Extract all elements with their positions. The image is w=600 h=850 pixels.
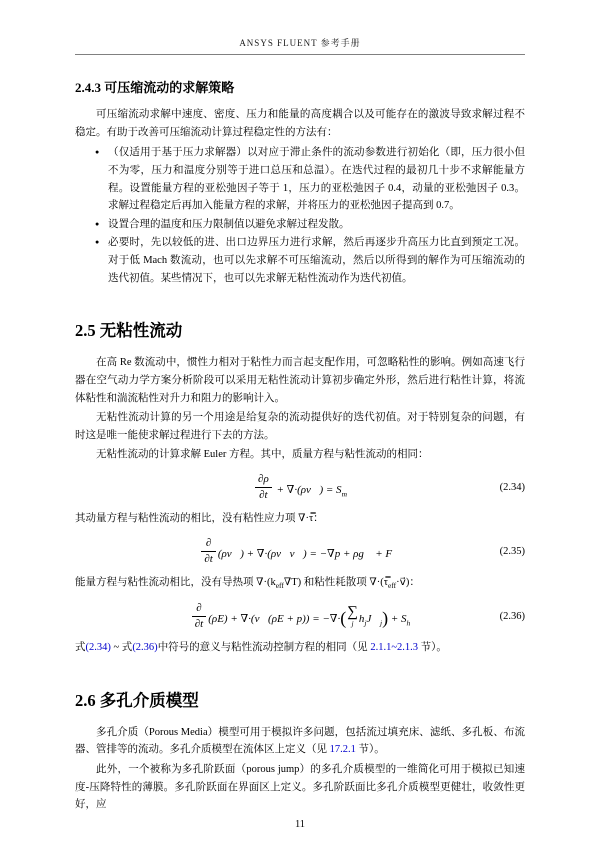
equation-body (123, 537, 477, 565)
equation-subscript: j (379, 618, 383, 628)
section-2-4-3-intro: 可压缩流动求解中速度、密度、压力和能量的高度耦合以及可能存在的激波导致求解过程不稳定。有助于改善可压缩流动计算过程稳定性的方法有： (75, 109, 525, 138)
equation-number: (2.36) (499, 610, 525, 622)
energy-text-pre: 能量方程与粘性流动相比，没有导热项 ∇·(k (75, 577, 276, 589)
header-title: ANSYS FLUENT 参考手册 (239, 38, 361, 48)
bullet-icon: ● (95, 238, 100, 247)
section-2-5-heading: 2.5 无粘性流动 (75, 321, 183, 341)
symbols-text: ~ 式 (110, 642, 133, 654)
equation-terms: (ρE) + ∇·(v⃗(ρE + p)) = −∇· (208, 612, 341, 625)
sigma-icon: ∑ (347, 604, 358, 621)
symbols-text: 式 (75, 642, 86, 654)
paragraph-symbols-reference (75, 639, 525, 657)
link-eq-2-34[interactable]: (2.34) (85, 642, 111, 654)
equation-subscript: m (341, 489, 347, 499)
fraction-numerator: ∂ (192, 602, 207, 617)
equation-number: (2.34) (499, 481, 525, 493)
bullet-text: （仅适用于基于压力求解器）以对应于滞止条件的流动参数进行初始化（即，压力很小但不为零，压力和温度分别等于进口总压和总温）。在迭代过程的最初几十步不求解能量方程。设置能量方程的亚松弛因子等于 1，压力的亚松弛因子 0.4，动量的亚松弛因子 0.3。求解过程稳定后再加入能量方程的求解，并将压力的亚松弛因子提高到 0.7。 (108, 147, 525, 212)
equation-terms: + S (388, 612, 407, 625)
equation-2-36 (75, 602, 525, 630)
paragraph-inviscid-1: 在高 Re 数流动中，惯性力相对于粘性力而言起支配作用，可忽略粘性的影响。例如高速飞行器在空气动力学方案分析阶段可以采用无粘性流动计算初步确定外形，然后进行粘性计算，将流体粘性和湍流粘性对升力和阻力的影响计入。 (75, 357, 525, 404)
fraction-denominator: ∂t (204, 552, 213, 565)
list-item (95, 144, 525, 215)
link-section-2-1-1[interactable]: 2.1.1~2.1.3 (370, 642, 418, 654)
equation-body (123, 473, 477, 501)
paragraph-porous-2: 此外，一个被称为多孔阶跃面（porous jump）的多孔介质模型的一维简化可用于模拟已知速度-压降特性的薄膜。多孔阶跃面在界面区上定义。多孔阶跃面比多孔介质模型更健壮，收敛性更好，应 (75, 764, 525, 811)
equation-2-35 (75, 537, 525, 565)
bullet-icon: ● (95, 219, 100, 228)
symbols-text: 中符号的意义与粘性流动控制方程的相同（见 (157, 642, 371, 654)
fraction-numerator: ∂ρ (255, 473, 272, 488)
header-divider (75, 54, 525, 55)
equation-terms: (ρv⃗) + ∇·(ρv⃗v⃗) = −∇p + ρg⃗ + F⃗ (217, 548, 401, 560)
list-item (95, 234, 525, 287)
fraction-numerator: ∂ (201, 537, 216, 552)
energy-text-mid: ∇T) 和粘性耗散项 ∇·(τ̿ (283, 577, 388, 589)
porous-text-post: 节）。 (355, 744, 385, 756)
bullet-text: 设置合理的温度和压力限制值以避免求解过程发散。 (108, 218, 350, 230)
paragraph-inviscid-3: 无粘性流动的计算求解 Euler 方程。其中，质量方程与粘性流动的相同： (96, 449, 429, 461)
bullet-text: 必要时，先以较低的进、出口边界压力进行求解，然后再逐步升高压力比直到预定工况。对于低 Mach 数流动，也可以先求解不可压缩流动，然后以所得到的解作为可压缩流动的迭代初值。某些情况下，也可以先求解无粘性流动作为迭代初值。 (108, 237, 525, 284)
equation-body (123, 602, 477, 630)
equation-terms: h (358, 612, 365, 625)
subscript-eff: eff (275, 581, 284, 591)
list-item (95, 216, 525, 234)
paragraph-energy (75, 574, 525, 593)
equation-fraction (255, 473, 272, 501)
equation-terms: J⃗ (366, 612, 380, 625)
left-paren: ( (340, 608, 347, 629)
page-number: 11 (294, 819, 306, 830)
fraction-denominator: ∂t (259, 488, 268, 501)
right-paren: ) (382, 608, 389, 629)
section-2-6-heading: 2.6 多孔介质模型 (75, 690, 199, 710)
equation-2-34 (75, 473, 525, 501)
paragraph-momentum: 其动量方程与粘性流动的相比，没有粘性应力项 ∇·τ̿： (75, 513, 324, 525)
equation-fraction (201, 537, 216, 565)
sigma-index: j (351, 619, 354, 629)
paragraph-inviscid-2: 无粘性流动计算的另一个用途是给复杂的流动提供好的迭代初值。对于特别复杂的问题，有时这是唯一能使求解过程进行下去的方法。 (75, 412, 525, 441)
summation-symbol (347, 605, 358, 628)
equation-fraction (192, 602, 207, 630)
subscript-eff: eff (387, 581, 397, 591)
equation-subscript: j (364, 618, 367, 628)
energy-text-post: ·v⃗)： (396, 577, 420, 589)
link-section-17-2-1[interactable]: 17.2.1 (329, 744, 356, 756)
equation-subscript: h (406, 618, 411, 628)
porous-text-pre: 多孔介质（Porous Media）模型可用于模拟许多问题，包括流过填充床、滤纸、多孔板、布流器、管排等的流动。多孔介质模型在流体区上定义（见 (75, 726, 525, 756)
link-eq-2-36[interactable]: (2.36) (132, 642, 158, 654)
equation-number: (2.35) (499, 545, 525, 557)
strategy-bullet-list (75, 144, 525, 287)
page-header (75, 36, 525, 54)
paragraph-porous-1 (75, 724, 525, 759)
equation-terms: + ∇·(ρv⃗) = S (273, 484, 342, 497)
section-2-4-3-heading: 2.4.3 可压缩流动的求解策略 (75, 80, 235, 95)
bullet-icon: ● (95, 148, 100, 157)
fraction-denominator: ∂t (194, 617, 204, 630)
symbols-text: 节）。 (418, 642, 447, 654)
